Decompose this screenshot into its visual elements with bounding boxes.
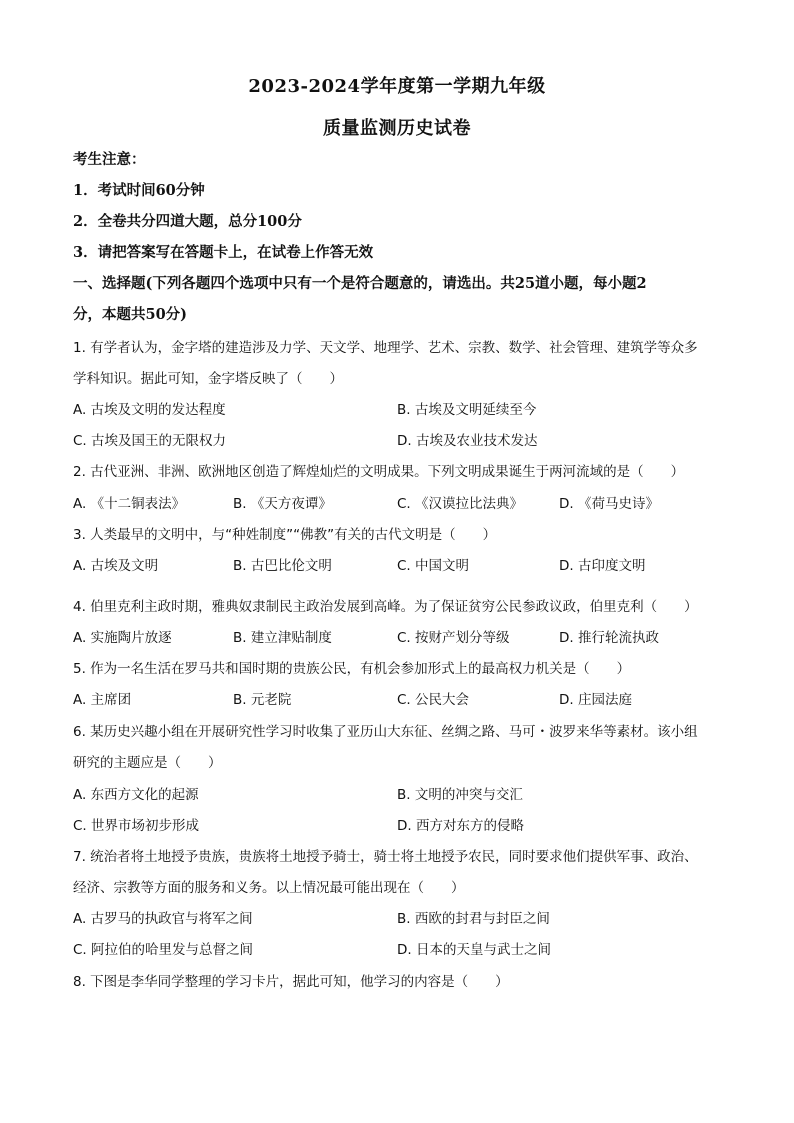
exam-title-line2: 质量监测历史试卷 <box>323 118 471 139</box>
question-8-stem: 8. 下图是李华同学整理的学习卡片，据此可知，他学习的内容是（ ） <box>73 974 509 990</box>
question-6-stem-cont: 研究的主题应是（ ） <box>73 755 222 771</box>
question-1-stem: 1. 有学者认为，金字塔的建造涉及力学、天文学、地理学、艺术、宗教、数学、社会管理、建筑学等众多 <box>73 340 698 356</box>
question-7-option-b: B. 西欧的封君与封臣之间 <box>397 911 550 927</box>
question-2-option-d: D. 《荷马史诗》 <box>559 496 659 512</box>
question-1-option-d: D. 古埃及农业技术发达 <box>397 433 538 449</box>
question-6-option-a: A. 东西方文化的起源 <box>73 787 199 803</box>
question-2-option-c: C. 《汉谟拉比法典》 <box>397 496 524 512</box>
notice-heading: 考生注意： <box>73 151 146 168</box>
question-5-stem: 5. 作为一名生活在罗马共和国时期的贵族公民，有机会参加形式上的最高权力机关是（ ） <box>73 661 631 677</box>
question-7-stem: 7. 统治者将土地授予贵族，贵族将土地授予骑士，骑士将土地授予农民，同时要求他们提供军事、政治、 <box>73 849 698 865</box>
question-7-option-a: A. 古罗马的执政官与将军之间 <box>73 911 253 927</box>
notice-item: 1．考试时间60分钟 <box>73 182 205 199</box>
question-6-option-b: B. 文明的冲突与交汇 <box>397 787 523 803</box>
question-5-option-d: D. 庄园法庭 <box>559 692 632 708</box>
section-heading: 一、选择题(下列各题四个选项中只有一个是符合题意的，请选出。共25道小题，每小题2 <box>73 275 647 292</box>
notice-item: 2．全卷共分四道大题，总分100分 <box>73 213 302 230</box>
section-heading-cont: 分，本题共50分) <box>73 306 188 323</box>
question-1-option-a: A. 古埃及文明的发达程度 <box>73 402 226 418</box>
question-4-option-b: B. 建立津贴制度 <box>233 630 332 646</box>
question-6-stem: 6. 某历史兴趣小组在开展研究性学习时收集了亚历山大东征、丝绸之路、马可・波罗来华等素材。该小组 <box>73 724 698 740</box>
question-4-option-c: C. 按财产划分等级 <box>397 630 510 646</box>
question-5-option-c: C. 公民大会 <box>397 692 470 708</box>
question-3-option-b: B. 古巴比伦文明 <box>233 558 332 574</box>
question-3-option-c: C. 中国文明 <box>397 558 470 574</box>
exam-title-line1: 2023-2024学年度第一学期九年级 <box>248 76 546 97</box>
question-5-option-b: B. 元老院 <box>233 692 292 708</box>
question-4-stem: 4. 伯里克利主政时期，雅典奴隶制民主政治发展到高峰。为了保证贫穷公民参政议政，伯里克利（ ） <box>73 599 698 615</box>
question-5-option-a: A. 主席团 <box>73 692 132 708</box>
question-2-option-a: A. 《十二铜表法》 <box>73 496 186 512</box>
notice-item: 3．请把答案写在答题卡上，在试卷上作答无效 <box>73 244 374 261</box>
question-4-option-d: D. 推行轮流执政 <box>559 630 659 646</box>
question-7-option-d: D. 日本的天皇与武士之间 <box>397 942 551 958</box>
question-4-option-a: A. 实施陶片放逐 <box>73 630 172 646</box>
question-6-option-c: C. 世界市场初步形成 <box>73 818 200 834</box>
question-2-option-b: B. 《天方夜谭》 <box>233 496 332 512</box>
question-2-stem: 2. 古代亚洲、非洲、欧洲地区创造了辉煌灿烂的文明成果。下列文明成果诞生于两河流域的是（ ） <box>73 464 685 480</box>
question-1-stem-cont: 学科知识。据此可知，金字塔反映了（ ） <box>73 371 343 387</box>
question-1-option-b: B. 古埃及文明延续至今 <box>397 402 537 418</box>
question-7-option-c: C. 阿拉伯的哈里发与总督之间 <box>73 942 254 958</box>
question-7-stem-cont: 经济、宗教等方面的服务和义务。以上情况最可能出现在（ ） <box>73 880 465 896</box>
question-3-option-d: D. 古印度文明 <box>559 558 646 574</box>
question-1-option-c: C. 古埃及国王的无限权力 <box>73 433 227 449</box>
question-3-stem: 3. 人类最早的文明中，与“种姓制度”“佛教”有关的古代文明是（ ） <box>73 527 497 543</box>
question-6-option-d: D. 西方对东方的侵略 <box>397 818 524 834</box>
question-3-option-a: A. 古埃及文明 <box>73 558 159 574</box>
